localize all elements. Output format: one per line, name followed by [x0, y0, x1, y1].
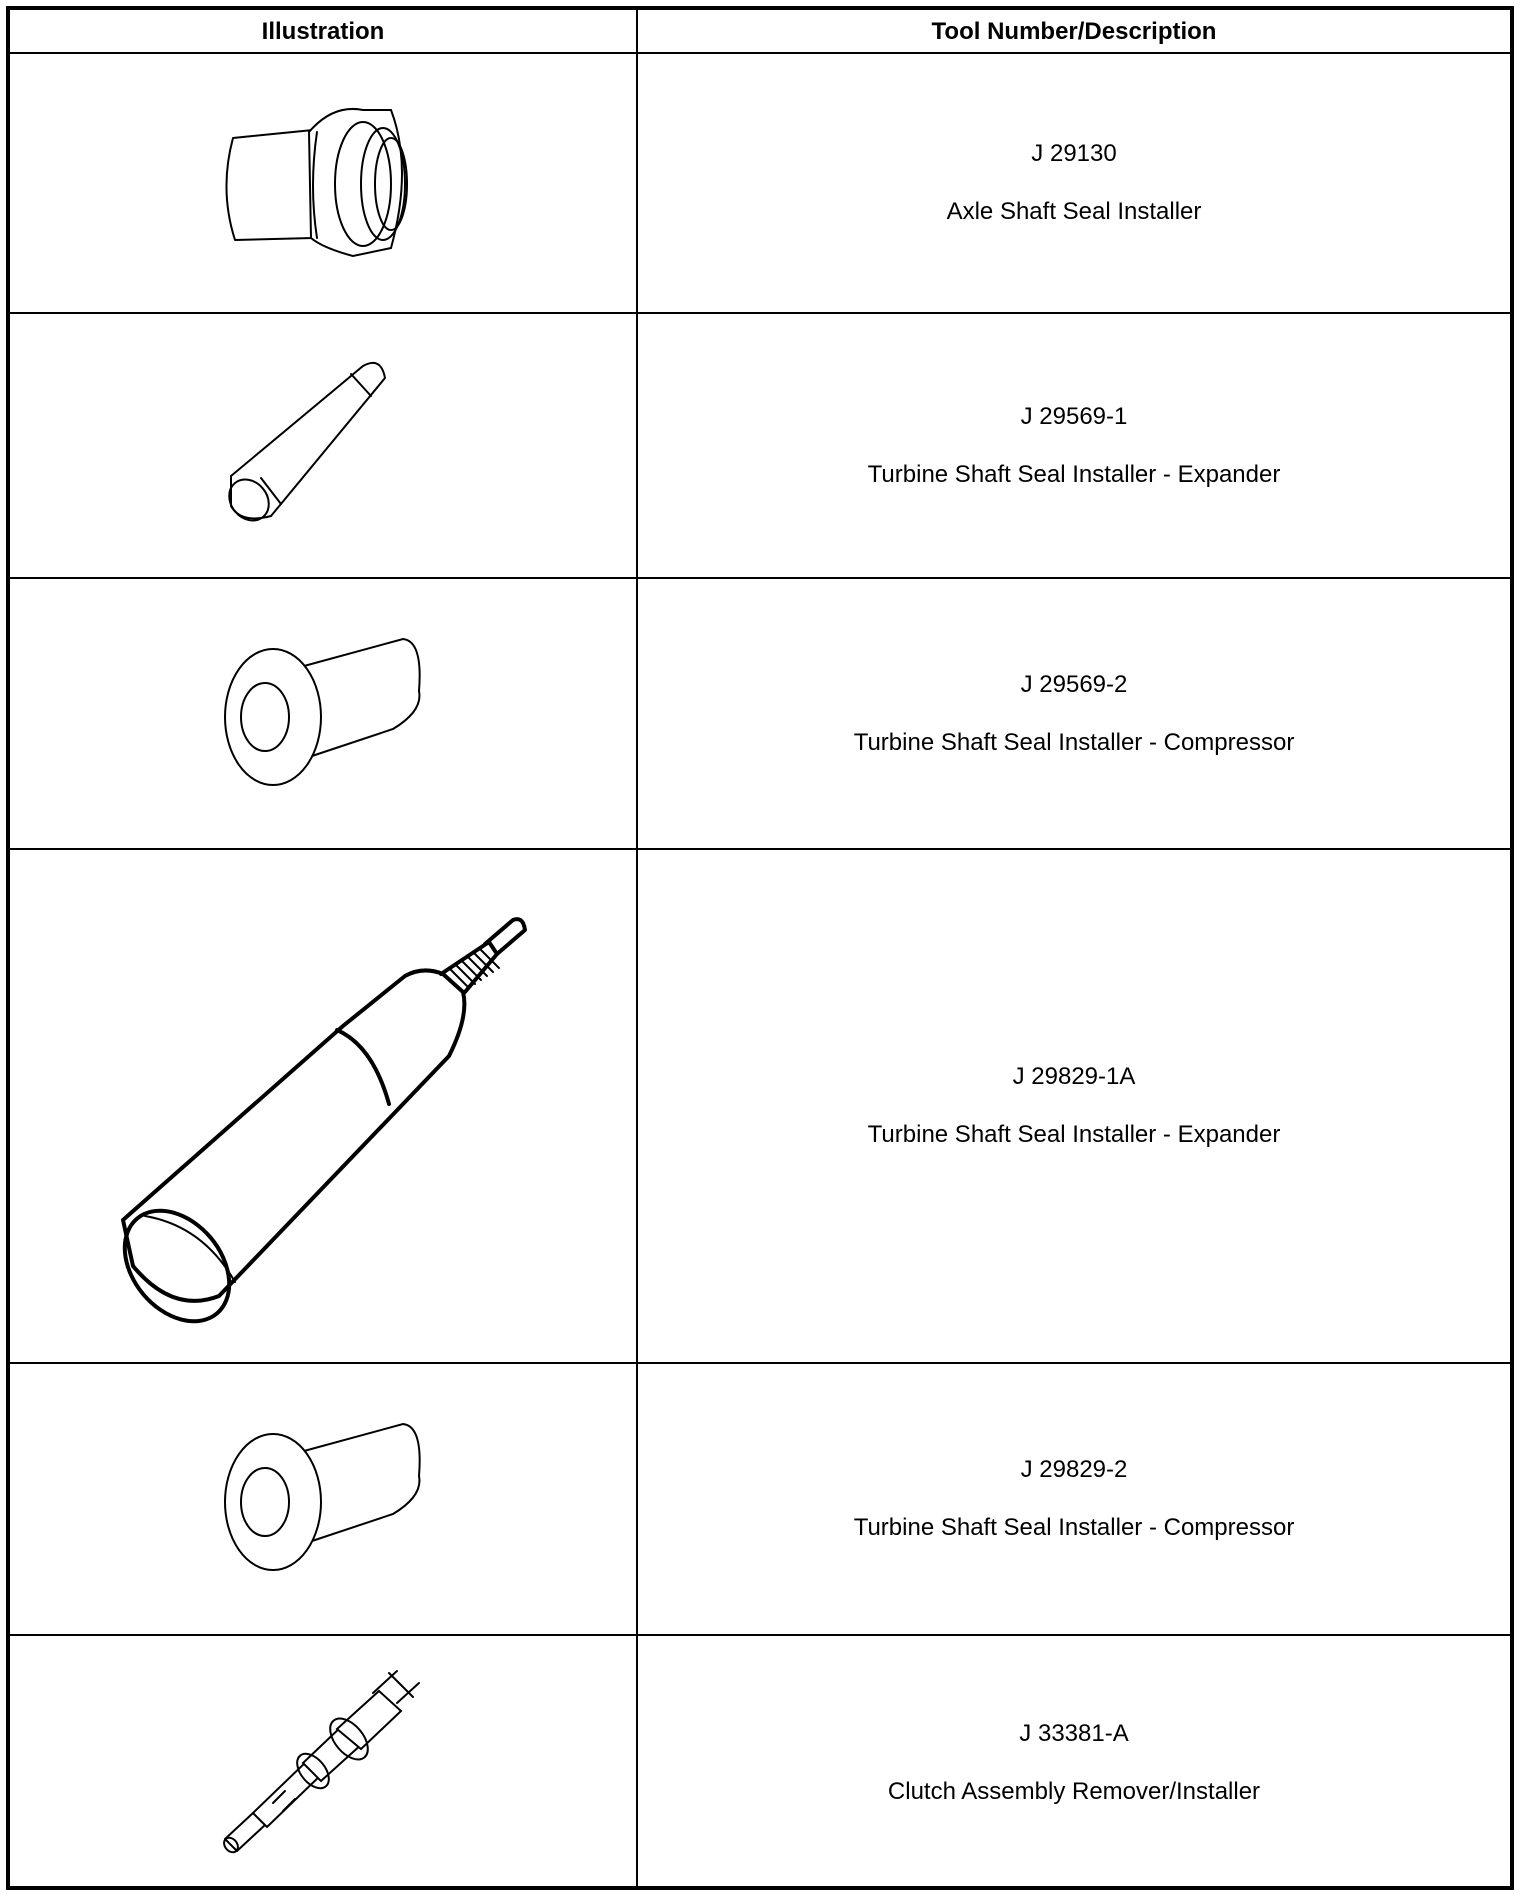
tool-number: J 29829-1A [1012, 1063, 1136, 1090]
illustration-cell [10, 314, 636, 577]
table-row [10, 1364, 1510, 1634]
threaded-expander-icon [93, 896, 553, 1316]
header-tool-description: Tool Number/Description [931, 18, 1217, 45]
tool-description: Turbine Shaft Seal Installer - Expander [867, 460, 1281, 488]
tool-cell [638, 314, 1510, 577]
tool-cell [638, 1364, 1510, 1634]
tool-number: J 29569-2 [1020, 670, 1128, 698]
tool-cell [638, 1636, 1510, 1890]
illustration-cell [10, 54, 636, 312]
table-row [10, 1636, 1510, 1890]
table-row [10, 579, 1510, 848]
table-row [10, 850, 1510, 1362]
tool-description: Axle Shaft Seal Installer [946, 198, 1202, 225]
tool-description: Clutch Assembly Remover/Installer [887, 1778, 1261, 1805]
tool-table [6, 6, 1514, 1890]
clutch-tool-icon [213, 1663, 433, 1863]
illustration-cell [10, 850, 636, 1362]
tool-number: J 33381-A [1019, 1720, 1129, 1747]
tool-description: Turbine Shaft Seal Installer - Compressor [853, 728, 1295, 756]
illustration-cell [10, 1364, 636, 1634]
tool-number: J 29130 [1031, 140, 1117, 167]
tool-number: J 29569-1 [1020, 402, 1128, 430]
expander-pin-icon [213, 356, 433, 536]
tool-description: Turbine Shaft Seal Installer - Compressor [853, 1514, 1295, 1541]
header-illustration: Illustration [261, 18, 385, 45]
compressor-sleeve-icon [213, 629, 433, 799]
illustration-cell [10, 1636, 636, 1890]
compressor-sleeve-icon [213, 1414, 433, 1584]
tool-cell [638, 850, 1510, 1362]
tool-description: Turbine Shaft Seal Installer - Expander [867, 1121, 1281, 1148]
illustration-cell [10, 579, 636, 848]
table-row [10, 54, 1510, 312]
tool-cell [638, 54, 1510, 312]
seal-installer-icon [213, 98, 433, 268]
tool-number: J 29829-2 [1020, 1456, 1128, 1483]
table-row [10, 314, 1510, 577]
tool-cell [638, 579, 1510, 848]
